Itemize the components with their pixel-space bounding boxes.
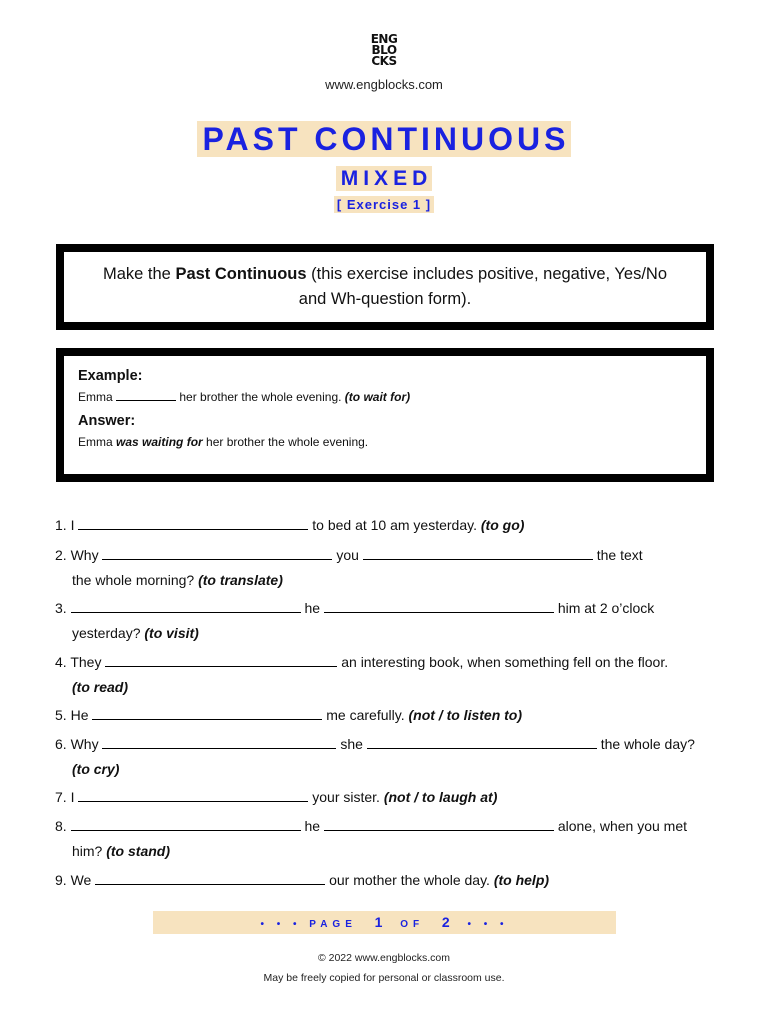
question-8: 8. he alone, when you met — [55, 818, 688, 834]
question-5: 5. He me carefully. (not / to listen to) — [55, 707, 523, 723]
engblocks-logo — [364, 34, 404, 67]
answer-blank[interactable] — [102, 546, 332, 560]
page-subtitle: MIXED — [336, 166, 433, 191]
question-2: 2. Why you the text — [55, 547, 643, 563]
answer-blank[interactable] — [71, 599, 301, 613]
answer-blank[interactable] — [363, 546, 593, 560]
answer-sentence: Emma was waiting for her brother the whole evening. — [78, 435, 369, 449]
page-indicator: • • • PAGE 1 OF 2 • • • — [153, 911, 616, 934]
instructions-text: Make the Past Continuous (this exercise includes positive, negative, Yes/No and Wh-question form). — [102, 265, 667, 308]
answer-blank[interactable] — [324, 599, 554, 613]
question-3-cont: yesterday? (to visit) — [72, 625, 199, 641]
logo-line: BLO — [371, 43, 397, 57]
answer-blank[interactable] — [102, 735, 336, 749]
instructions-bold: Past Continuous — [175, 265, 307, 283]
usage-note: May be freely copied for personal or classroom use. — [263, 972, 505, 984]
example-sentence: Emma her brother the whole evening. (to wait for) — [78, 390, 411, 404]
question-1: 1. I to bed at 10 am yesterday. (to go) — [55, 517, 525, 533]
answer-blank[interactable] — [95, 871, 325, 885]
question-9: 9. We our mother the whole day. (to help) — [55, 872, 550, 888]
question-4-cont: (to read) — [72, 679, 128, 695]
question-6: 6. Why she the whole day? — [55, 736, 695, 752]
site-url[interactable]: www.engblocks.com — [325, 77, 443, 92]
answer-heading: Answer: — [78, 413, 136, 429]
answer-blank[interactable] — [71, 817, 301, 831]
question-6-cont: (to cry) — [72, 761, 120, 777]
question-7: 7. I your sister. (not / to laugh at) — [55, 789, 498, 805]
answer-blank[interactable] — [324, 817, 554, 831]
logo-line: ENG — [370, 32, 398, 46]
exercise-label: [ Exercise 1 ] — [334, 196, 434, 213]
answer-blank[interactable] — [105, 653, 337, 667]
example-blank — [116, 400, 176, 401]
answer-blank[interactable] — [78, 516, 308, 530]
logo-line: CKS — [371, 54, 397, 68]
page-title: PAST CONTINUOUS — [197, 121, 572, 157]
answer-blank[interactable] — [78, 788, 308, 802]
answer-blank[interactable] — [367, 735, 597, 749]
question-8-cont: him? (to stand) — [72, 843, 170, 859]
copyright: © 2022 www.engblocks.com — [317, 952, 451, 964]
question-2-cont: the whole morning? (to translate) — [72, 572, 283, 588]
instructions-box — [56, 244, 714, 330]
question-3: 3. he him at 2 o’clock — [55, 600, 655, 616]
answer-blank[interactable] — [92, 706, 322, 720]
question-4: 4. They an interesting book, when something fell on the floor. — [55, 654, 669, 670]
example-box — [56, 348, 714, 482]
example-heading: Example: — [78, 368, 143, 384]
